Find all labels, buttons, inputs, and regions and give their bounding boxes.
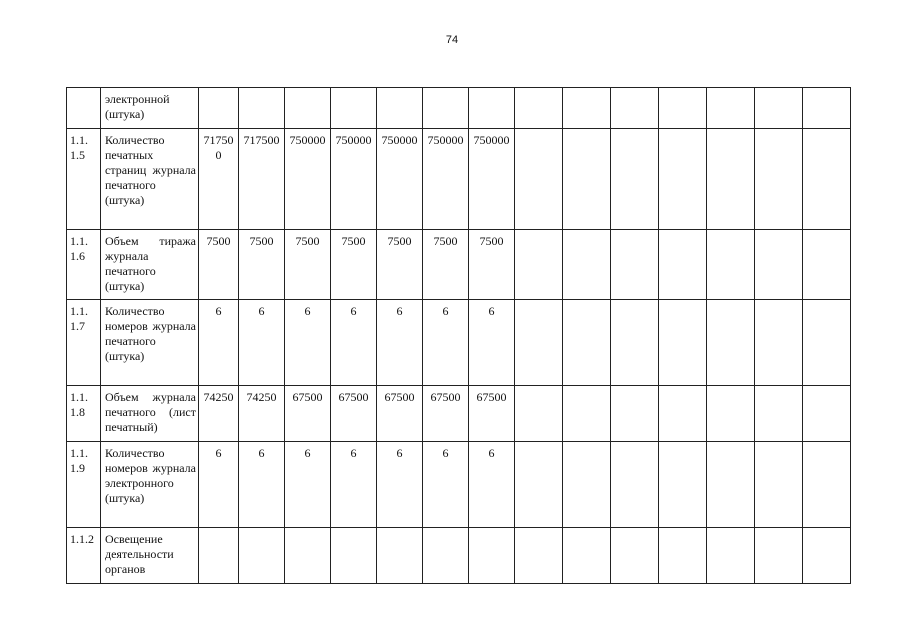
value-cell [423,528,469,584]
data-table [66,87,851,584]
empty-cell [755,88,803,129]
row-number: 1.1. 1.8 [67,386,101,442]
empty-cell [707,88,755,129]
empty-cell [563,528,611,584]
empty-cell [515,528,563,584]
page-number: 74 [445,34,459,46]
value-cell: 74250 [199,386,239,442]
row-label: Объем тиража журнала печатного (штука) [101,230,199,300]
empty-cell [659,88,707,129]
row-label: Освещение деятельности органов [101,528,199,584]
row-number [67,88,101,129]
table-row [67,88,851,129]
empty-cell [803,230,851,300]
empty-cell [659,129,707,230]
empty-cell [659,442,707,528]
empty-cell [563,386,611,442]
empty-cell [563,88,611,129]
empty-cell [515,230,563,300]
value-cell: 7500 [469,230,515,300]
empty-cell [803,129,851,230]
empty-cell [755,230,803,300]
empty-cell [707,230,755,300]
value-cell: 717500 [239,129,285,230]
value-cell [469,88,515,129]
value-cell [331,528,377,584]
value-cell: 750000 [377,129,423,230]
value-cell: 67500 [423,386,469,442]
value-cell: 74250 [239,386,285,442]
empty-cell [803,386,851,442]
table-row [67,386,851,442]
value-cell [423,88,469,129]
empty-cell [563,300,611,386]
empty-cell [707,300,755,386]
value-cell [331,88,377,129]
empty-cell [755,442,803,528]
value-cell: 6 [423,442,469,528]
empty-cell [515,386,563,442]
empty-cell [707,442,755,528]
empty-cell [611,88,659,129]
table-row [67,528,851,584]
empty-cell [659,528,707,584]
value-cell: 67500 [469,386,515,442]
empty-cell [515,88,563,129]
value-cell: 67500 [285,386,331,442]
row-label: Объем журнала печатного (лист печатный) [101,386,199,442]
empty-cell [515,129,563,230]
value-cell [377,528,423,584]
value-cell: 67500 [331,386,377,442]
value-cell [377,88,423,129]
table-row [67,442,851,528]
empty-cell [659,300,707,386]
empty-cell [707,129,755,230]
value-cell: 7500 [331,230,377,300]
value-cell: 6 [239,442,285,528]
row-number: 1.1.2 [67,528,101,584]
value-cell: 71750 0 [199,129,239,230]
empty-cell [611,129,659,230]
row-label: Количество номеров журнала печатного (штука) [101,300,199,386]
value-cell: 7500 [423,230,469,300]
value-cell: 6 [199,442,239,528]
empty-cell [803,88,851,129]
empty-cell [611,442,659,528]
row-label: Количество печатных страниц журнала печатного (штука) [101,129,199,230]
value-cell: 750000 [423,129,469,230]
value-cell: 6 [377,300,423,386]
table-row [67,129,851,230]
value-cell: 6 [285,300,331,386]
value-cell [199,88,239,129]
empty-cell [659,386,707,442]
empty-cell [803,528,851,584]
value-cell: 7500 [239,230,285,300]
empty-cell [659,230,707,300]
empty-cell [515,442,563,528]
empty-cell [611,300,659,386]
empty-cell [611,528,659,584]
empty-cell [563,129,611,230]
empty-cell [803,300,851,386]
row-number: 1.1. 1.5 [67,129,101,230]
value-cell: 750000 [469,129,515,230]
table-row [67,300,851,386]
empty-cell [803,442,851,528]
value-cell: 750000 [285,129,331,230]
row-number: 1.1. 1.9 [67,442,101,528]
value-cell: 6 [285,442,331,528]
value-cell [239,88,285,129]
value-cell [285,88,331,129]
empty-cell [707,386,755,442]
row-label: электронной (штука) [101,88,199,129]
row-label: Количество номеров журнала электронного (штука) [101,442,199,528]
empty-cell [611,230,659,300]
value-cell: 6 [469,442,515,528]
row-number: 1.1. 1.6 [67,230,101,300]
value-cell: 6 [423,300,469,386]
empty-cell [755,129,803,230]
value-cell [199,528,239,584]
empty-cell [611,386,659,442]
empty-cell [563,442,611,528]
value-cell: 7500 [199,230,239,300]
empty-cell [515,300,563,386]
value-cell: 6 [331,442,377,528]
value-cell [239,528,285,584]
value-cell [285,528,331,584]
empty-cell [563,230,611,300]
value-cell: 7500 [285,230,331,300]
empty-cell [707,528,755,584]
value-cell: 67500 [377,386,423,442]
empty-cell [755,386,803,442]
value-cell: 6 [377,442,423,528]
table-row [67,230,851,300]
value-cell: 6 [331,300,377,386]
value-cell: 6 [239,300,285,386]
value-cell: 6 [469,300,515,386]
value-cell [469,528,515,584]
value-cell: 750000 [331,129,377,230]
value-cell: 7500 [377,230,423,300]
row-number: 1.1. 1.7 [67,300,101,386]
empty-cell [755,528,803,584]
value-cell: 6 [199,300,239,386]
empty-cell [755,300,803,386]
